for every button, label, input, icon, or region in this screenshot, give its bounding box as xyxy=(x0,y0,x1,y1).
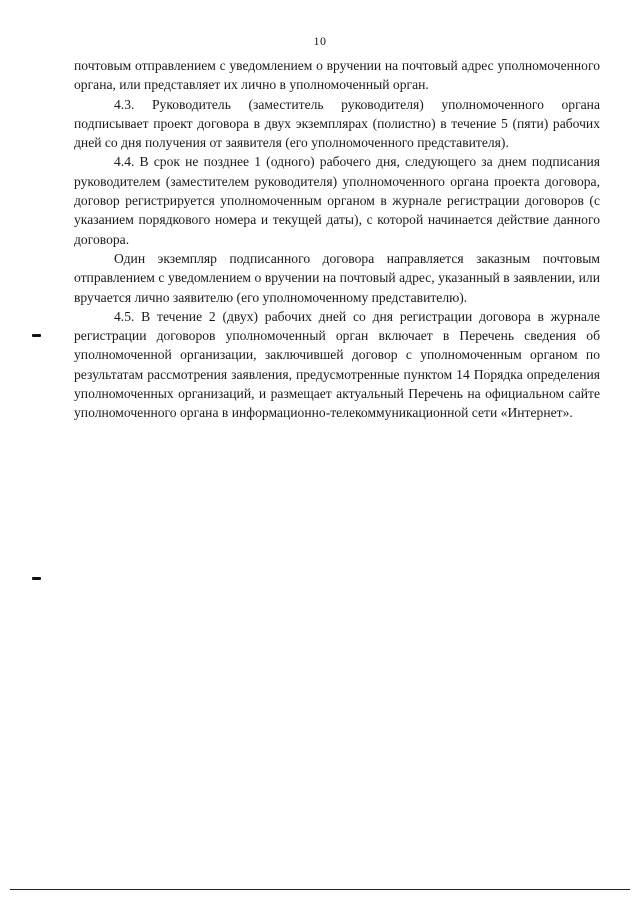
paragraph-4-5: 4.5. В течение 2 (двух) рабочих дней со дня регистрации договора в журнале регистрации договоров уполномоченный орган включает в Перечень сведения об уполномоченной организации, заключившей договор с уполномоченным органом по результатам рассмотрения заявления, предусмотренные пунктом 14 Порядка определения уполномоченных организаций, и размещает актуальный Перечень на официальном сайте уполномоченного органа в информационно-телекоммуникационной сети «Интернет». xyxy=(74,308,600,421)
scan-margin-mark xyxy=(32,334,41,337)
document-body xyxy=(74,56,600,423)
footer-rule xyxy=(10,889,630,890)
paragraph-continuation: почтовым отправлением с уведомлением о вручении на почтовый адрес уполномоченного органа, или представляет их лично в уполномоченный орган. xyxy=(74,58,600,93)
paragraph-4-4: 4.4. В срок не позднее 1 (одного) рабочего дня, следующего за днем подписания руководителем (заместителем руководителя) уполномоченного органа проекта договора, договор регистрируется уполномоченным органом в журнале регистрации договоров (с указанием порядкового номера и текущей даты), с которой начинается действие данного договора. xyxy=(74,154,600,247)
paragraph-4-3: 4.3. Руководитель (заместитель руководителя) уполномоченного органа подписывает проект договора в двух экземплярах (полистно) в течение 5 (пяти) рабочих дней со дня получения от заявителя (его уполномоченного представителя). xyxy=(74,96,600,151)
scan-margin-mark xyxy=(32,577,41,580)
paragraph-4-4-copy: Один экземпляр подписанного договора направляется заказным почтовым отправлением с уведомлением о вручении на почтовый адрес, указанный в заявлении, или вручается лично заявителю (его уполномоченному представителю). xyxy=(74,250,600,305)
page-number: 10 xyxy=(313,34,327,48)
